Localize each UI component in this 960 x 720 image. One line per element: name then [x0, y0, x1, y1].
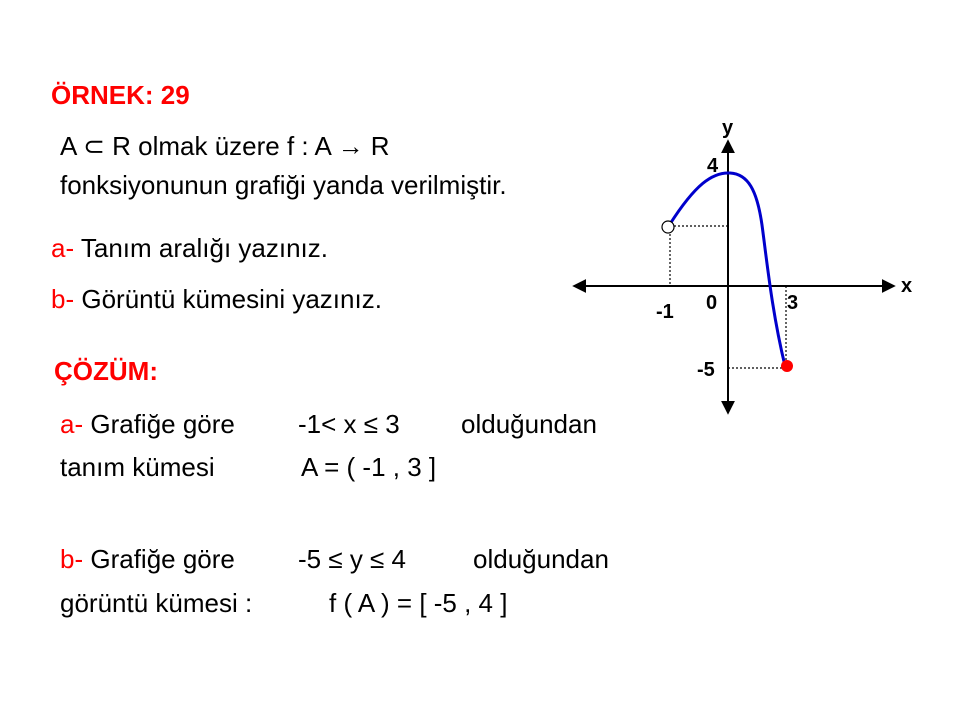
x-tick-3: 3	[787, 292, 799, 314]
solution-a-text: Grafiğe göre	[83, 409, 235, 439]
solution-b-label: görüntü kümesi :	[60, 588, 253, 618]
closed-endpoint	[781, 360, 793, 372]
example-title: ÖRNEK: 29	[51, 80, 190, 110]
question-b-text: Görüntü kümesini yazınız.	[74, 284, 382, 314]
x-axis-label: x	[901, 275, 913, 297]
solution-a-condition: -1< x ≤ 3	[298, 409, 400, 439]
solution-heading: ÇÖZÜM:	[54, 356, 158, 386]
solution-a-value: A = ( -1 , 3 ]	[301, 452, 437, 482]
solution-a-label: tanım kümesi	[60, 452, 215, 482]
problem-line-2: fonksiyonunun grafiği yanda verilmiştir.	[60, 170, 507, 200]
question-a-text: Tanım aralığı yazınız.	[74, 233, 328, 263]
origin-label: 0	[706, 292, 718, 314]
problem-line-1: A ⊂ R olmak üzere f : A → R	[60, 131, 390, 161]
y-axis-label: y	[722, 117, 734, 139]
question-b-prefix: b-	[51, 284, 75, 314]
solution-b-condition: -5 ≤ y ≤ 4	[298, 544, 407, 574]
solution-a-end: olduğundan	[461, 409, 597, 439]
open-endpoint	[662, 221, 674, 233]
y-tick-4: 4	[707, 155, 719, 177]
solution-b-prefix: b-	[60, 544, 84, 574]
question-a-prefix: a-	[51, 233, 75, 263]
y-tick-neg5: -5	[697, 359, 715, 381]
solution-b-text: Grafiğe göre	[83, 544, 235, 574]
x-tick-neg1: -1	[656, 301, 674, 323]
solution-b-end: olduğundan	[473, 544, 609, 574]
solution-a-prefix: a-	[60, 409, 84, 439]
solution-b-value: f ( A ) = [ -5 , 4 ]	[329, 588, 508, 618]
